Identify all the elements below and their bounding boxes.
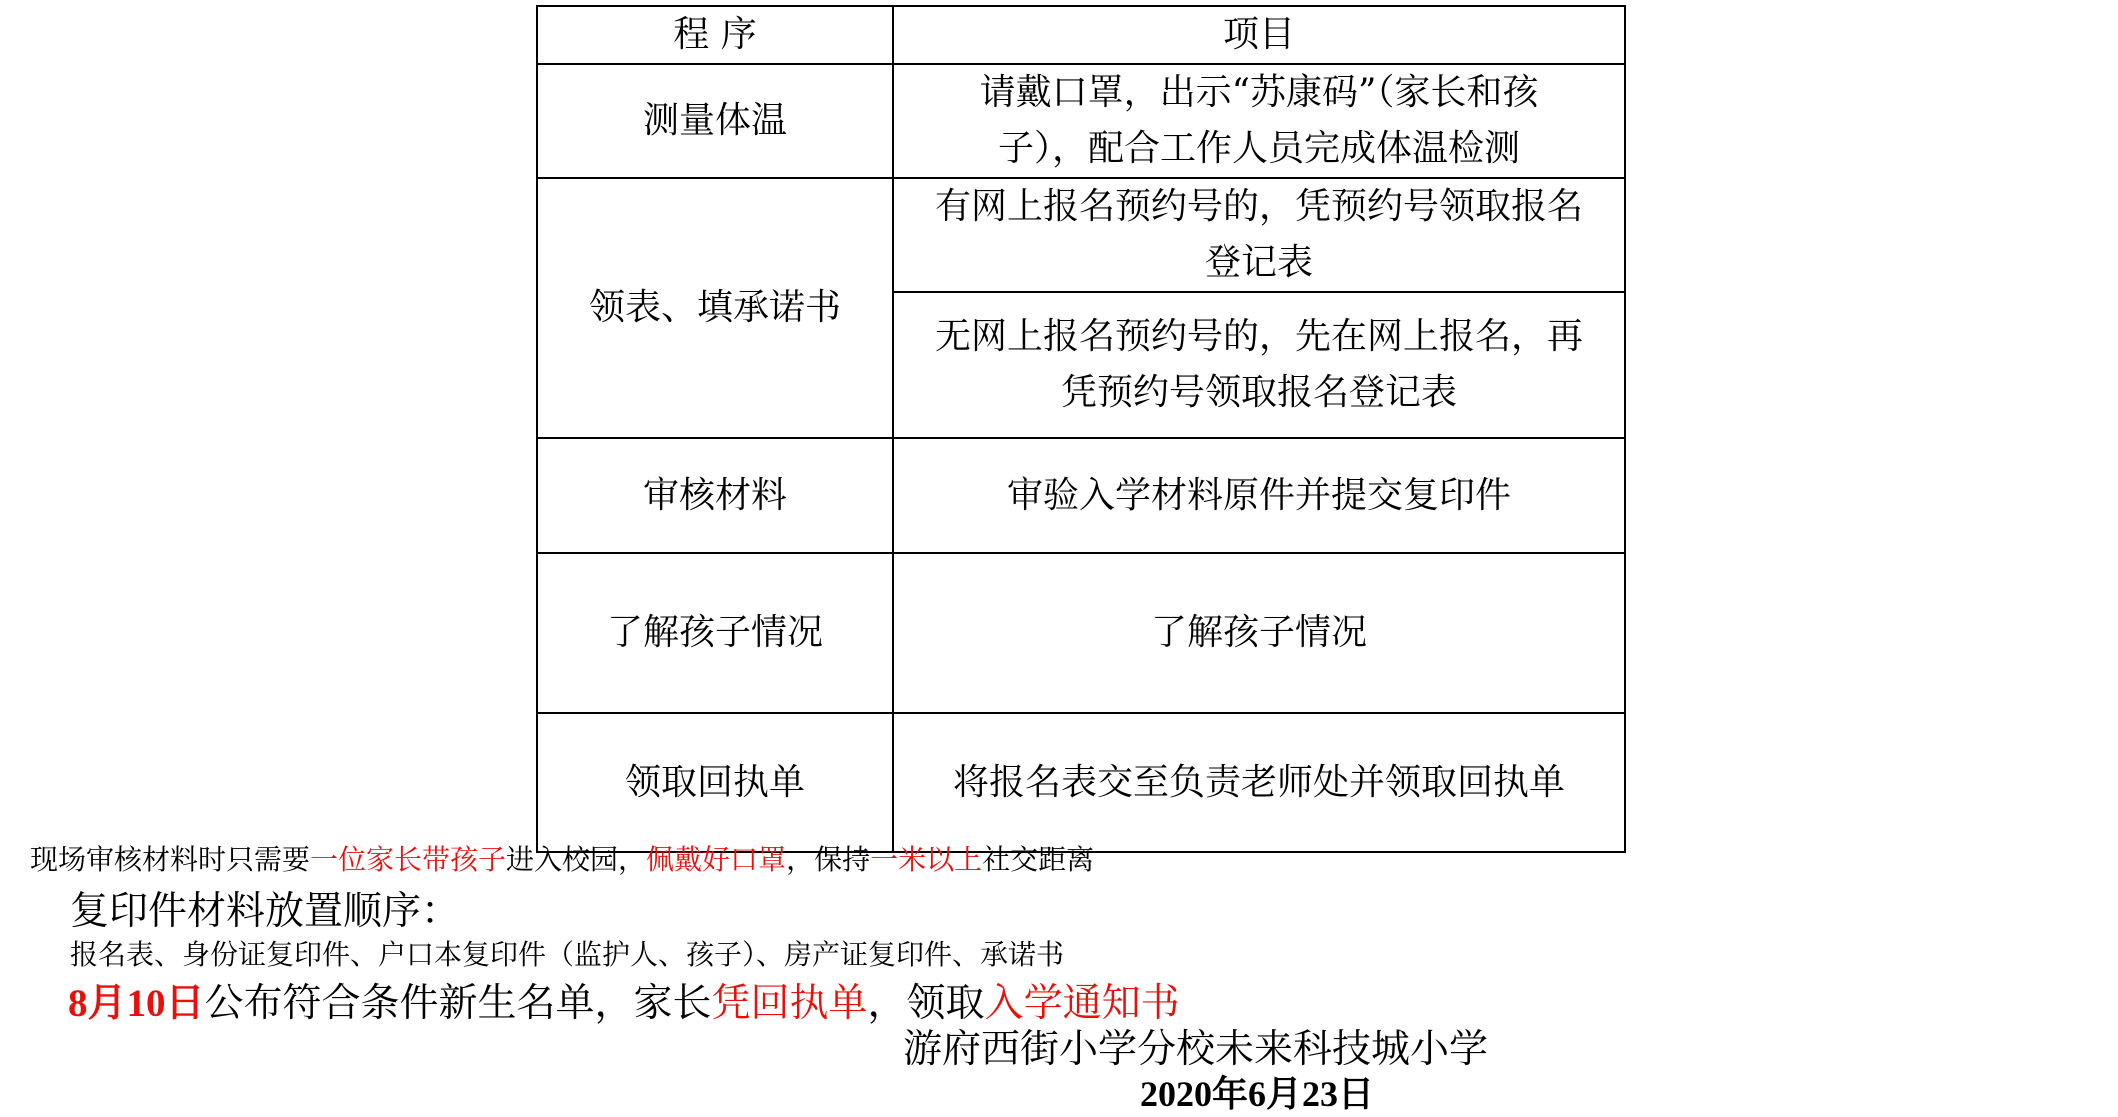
note-text: ，保持 xyxy=(786,843,871,876)
announcement-text: 公布符合条件新生名单，家长 xyxy=(204,981,712,1026)
item-line: 凭预约号领取报名登记表 xyxy=(1060,372,1457,413)
procedure-table xyxy=(536,5,1626,853)
note-text: 社交距离 xyxy=(982,843,1095,876)
note-highlight: 一位家长带孩子 xyxy=(310,843,507,876)
step-cell: 了解孩子情况 xyxy=(537,553,893,713)
copies-list: 报名表、身份证复印件、户口本复印件（监护人、孩子）、房产证复印件、承诺书 xyxy=(70,938,1065,971)
item-line: 子），配合工作人员完成体温检测 xyxy=(997,128,1520,169)
header-step: 程 序 xyxy=(537,6,893,64)
header-item: 项目 xyxy=(893,6,1625,64)
document-date: 2020年6月23日 xyxy=(1140,1074,1375,1114)
item-line: 有网上报名预约号的，凭预约号领取报名 xyxy=(934,186,1583,227)
table-row xyxy=(537,713,1625,852)
item-line: 登记表 xyxy=(1204,242,1313,283)
item-cell xyxy=(893,292,1625,438)
item-cell xyxy=(893,64,1625,178)
table-row xyxy=(537,178,1625,292)
school-name: 游府西街小学分校未来科技城小学 xyxy=(903,1027,1489,1072)
item-cell: 将报名表交至负责老师处并领取回执单 xyxy=(893,713,1625,852)
step-cell: 领表、填承诺书 xyxy=(537,178,893,438)
announcement-text: ，领取 xyxy=(867,981,985,1026)
table-row xyxy=(537,553,1625,713)
announcement-date: 8月10日 xyxy=(68,982,205,1025)
note-highlight: 佩戴好口罩 xyxy=(646,843,787,876)
item-line: 无网上报名预约号的，先在网上报名，再 xyxy=(934,316,1583,357)
step-cell: 审核材料 xyxy=(537,438,893,553)
onsite-note xyxy=(30,838,1094,878)
announcement-highlight: 入学通知书 xyxy=(984,981,1180,1026)
announcement-highlight: 凭回执单 xyxy=(711,981,868,1026)
copies-heading: 复印件材料放置顺序： xyxy=(70,889,461,934)
note-text: 进入校园， xyxy=(506,843,647,876)
table-row xyxy=(537,438,1625,553)
table-row xyxy=(537,64,1625,178)
item-cell xyxy=(893,178,1625,292)
step-cell: 领取回执单 xyxy=(537,713,893,852)
note-text: 现场审核材料时只需要 xyxy=(30,843,311,876)
note-highlight: 一米以上 xyxy=(870,843,983,876)
item-cell: 审验入学材料原件并提交复印件 xyxy=(893,438,1625,553)
step-cell: 测量体温 xyxy=(537,64,893,178)
table-header-row xyxy=(537,6,1625,64)
item-cell: 了解孩子情况 xyxy=(893,553,1625,713)
item-line: 请戴口罩，出示“苏康码”（家长和孩 xyxy=(979,72,1539,113)
